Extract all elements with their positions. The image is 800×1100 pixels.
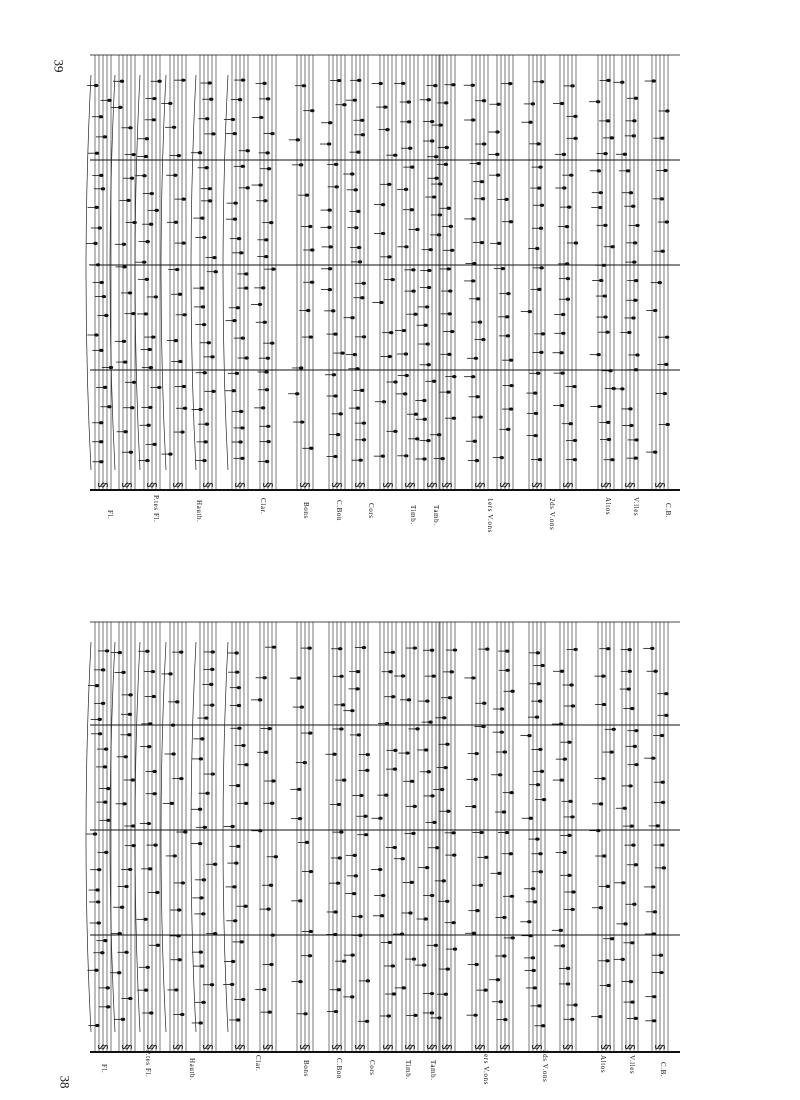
label-contrebasson-b: C.Bon [335, 1058, 343, 1080]
top-page-clef: § [381, 482, 395, 488]
label-violoncelles: V.lles [632, 497, 640, 517]
bottom-page-clef: § [530, 1044, 544, 1050]
label-timbales: Timb. [409, 505, 417, 525]
label-bassons-b: Bons [302, 1060, 310, 1077]
label-tambour-b: Tamb. [429, 1060, 437, 1081]
label-violoncelles-b: V.lles [628, 1055, 636, 1075]
bottom-page-clef: § [653, 1044, 667, 1050]
bottom-page-clef: § [561, 1044, 575, 1050]
label-fl-b: Fl. [100, 1064, 108, 1074]
top-page-clef: § [145, 482, 159, 488]
label-contrebasses: C.B. [664, 503, 672, 519]
top-page-slur [135, 75, 140, 470]
bottom-page-slur [161, 642, 166, 1032]
top-page-slur [161, 75, 166, 470]
top-page-clef: § [96, 482, 110, 488]
label-2ds-violons: 2ds V.ons [548, 498, 556, 531]
bottom-page-clef: § [498, 1044, 512, 1050]
bottom-page-clef: § [96, 1044, 110, 1050]
label-cors: Cors [367, 503, 375, 519]
bottom-page-clef: § [473, 1044, 487, 1050]
label-bassons: Bons [302, 502, 310, 519]
top-page-slur [86, 75, 91, 470]
top-page-slur [191, 75, 196, 470]
bottom-page-clef: § [233, 1044, 247, 1050]
bottom-page-clef: § [261, 1044, 275, 1050]
top-page-clef: § [298, 482, 312, 488]
label-timbales-b: Timb. [404, 1060, 412, 1080]
bottom-page-clef: § [353, 1044, 367, 1050]
bottom-page-clef: § [298, 1044, 312, 1050]
page-number-bottom: 38 [57, 1075, 73, 1089]
bottom-page-slur [135, 642, 140, 1032]
label-1ers-violons-b: 1ers V.ons [482, 1050, 490, 1085]
label-petite-flute: P.tes Fl. [152, 495, 160, 523]
label-clarinette-b: Clar. [254, 1055, 262, 1072]
label-hautbois: Hautb. [195, 500, 203, 523]
bottom-page-slur [86, 642, 91, 1032]
label-fl: Fl. [106, 510, 114, 520]
label-hautbois-b: Hautb. [188, 1058, 196, 1081]
top-page-clef: § [425, 482, 439, 488]
top-page-slur [223, 75, 228, 470]
bottom-page-clef: § [425, 1044, 439, 1050]
top-page-clef: § [261, 482, 275, 488]
bottom-page-clef: § [201, 1044, 215, 1050]
label-1ers-violons: 1ers V.ons [486, 498, 494, 533]
bottom-page-slur [191, 642, 196, 1032]
top-page-clef: § [233, 482, 247, 488]
top-page-clef: § [353, 482, 367, 488]
top-page-clef: § [653, 482, 667, 488]
label-2ds-violons-b: 2ds V.ons [541, 1050, 549, 1083]
top-page-clef: § [171, 482, 185, 488]
bottom-page-clef: § [120, 1044, 134, 1050]
top-page-clef: § [498, 482, 512, 488]
label-cors-b: Cors [368, 1060, 376, 1076]
label-tambour: Tamb. [432, 505, 440, 526]
top-page-clef: § [561, 482, 575, 488]
label-altos: Altos [604, 497, 612, 516]
top-page-clef: § [201, 482, 215, 488]
top-page-clef: § [599, 482, 613, 488]
bottom-page-slur [223, 642, 228, 1032]
label-contrebasses-b: C.B. [659, 1062, 667, 1078]
top-page-clef: § [623, 482, 637, 488]
label-petite-flute-b: P.tes Fl. [144, 1050, 152, 1078]
bottom-page-clef: § [440, 1044, 454, 1050]
page-number-top: 39 [51, 59, 67, 73]
top-page-clef: § [473, 482, 487, 488]
label-clarinette: Clar. [259, 498, 267, 515]
bottom-page-clef: § [623, 1044, 637, 1050]
bottom-page-clef: § [171, 1044, 185, 1050]
top-page-clef: § [120, 482, 134, 488]
bottom-page-clef: § [599, 1044, 613, 1050]
label-altos-b: Altos [599, 1055, 607, 1074]
top-page-clef: § [403, 482, 417, 488]
top-page-clef: § [330, 482, 344, 488]
top-page-clef: § [440, 482, 454, 488]
bottom-page-clef: § [145, 1044, 159, 1050]
top-page-clef: § [530, 482, 544, 488]
bottom-page-clef: § [403, 1044, 417, 1050]
bottom-page-clef: § [330, 1044, 344, 1050]
label-contrebasson: C.Bon [335, 500, 343, 522]
bottom-page-clef: § [381, 1044, 395, 1050]
